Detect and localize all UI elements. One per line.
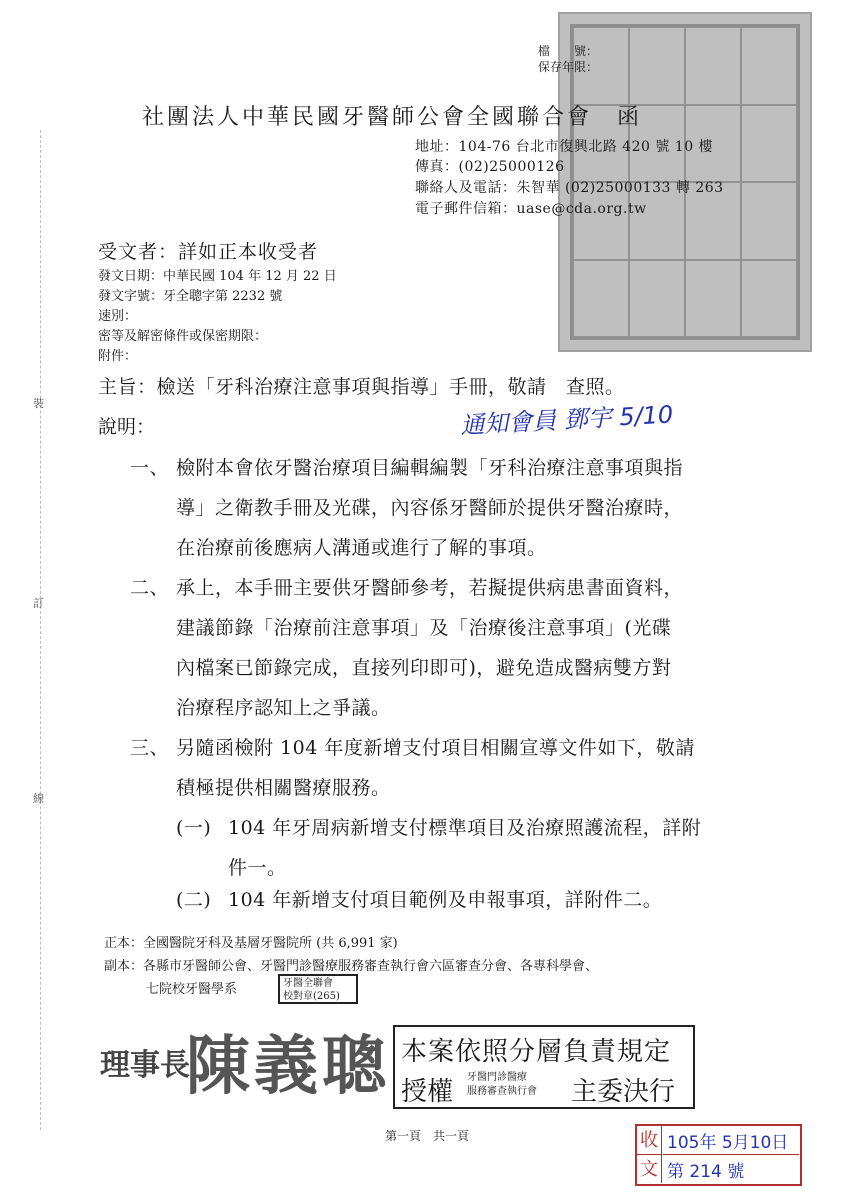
authorization-stamp [393, 1025, 695, 1109]
subitem-2-line-1: 104 年新增支付項目範例及申報事項，詳附件二。 [228, 889, 663, 911]
signature-name: 陳義聰 [186, 1029, 390, 1104]
proof-stamp-line-2: 校對章(265) [283, 991, 340, 1002]
authorization-line-2c: 主委決行 [571, 1077, 676, 1107]
binding-char-ding: 訂 [33, 597, 44, 610]
item-1-line-1: 檢附本會依牙醫治療項目編輯編製「牙科治療注意事項與指 [176, 457, 684, 479]
subitem-2-number: (二) [176, 889, 212, 911]
doc-number: 發文字號：牙全聰字第 2232 號 [98, 289, 283, 304]
subitem-1-line-1: 104 年牙周病新增支付標準項目及治療照護流程，詳附 [228, 817, 702, 839]
proof-stamp [278, 974, 358, 1004]
speed: 速別： [98, 309, 138, 324]
secrecy: 密等及解密條件或保密期限： [98, 329, 268, 344]
subitem-1-line-2: 件一。 [228, 857, 287, 879]
page-footer: 第一頁 共一頁 [385, 1129, 470, 1143]
contact: 聯絡人及電話：朱智華 (02)25000133 轉 263 [415, 180, 724, 196]
subitem-1-number: (一) [176, 817, 212, 839]
item-1-line-3: 在治療前後應病人溝通或進行了解的事項。 [176, 537, 547, 559]
copy-recipients-line-1: 副本：各縣市牙醫師公會、牙醫門診醫療服務審查執行會六區審查分會、各專科學會、 [104, 959, 599, 974]
retention-label: 保存年限： [538, 60, 599, 74]
receipt-date: 105年 5月10日 [667, 1133, 789, 1153]
item-1-number: 一、 [130, 457, 170, 479]
original-recipients: 正本：全國醫院牙科及基層牙醫院所 (共 6,991 家) [104, 936, 398, 951]
explanation-label: 說明： [98, 416, 156, 438]
org-title: 社團法人中華民國牙醫師公會全國聯合會 函 [142, 105, 643, 130]
item-3-line-1: 另隨函檢附 104 年度新增支付項目相關宣導文件如下，敬請 [176, 737, 695, 759]
item-1-line-2: 導」之衛教手冊及光碟，內容係牙醫師於提供牙醫治療時， [176, 497, 684, 519]
recipient: 受文者：詳如正本收受者 [98, 241, 319, 263]
receipt-label-2: 文 [637, 1155, 662, 1183]
authorization-line-1: 本案依照分層負責規定 [401, 1037, 672, 1067]
proof-stamp-line-1: 牙醫全聯會 [283, 978, 333, 989]
signature-title: 理事長 [100, 1048, 190, 1083]
receipt-label-1: 收 [637, 1126, 662, 1155]
file-no-label: 檔 號： [538, 44, 599, 58]
fax: 傳真：(02)25000126 [415, 159, 565, 175]
email: 電子郵件信箱：uase@cda.org.tw [415, 201, 647, 217]
issue-date: 發文日期：中華民國 104 年 12 月 22 日 [98, 269, 337, 284]
item-2-line-3: 內檔案已節錄完成，直接列印即可)，避免造成醫病雙方對 [176, 657, 672, 679]
binding-line [40, 130, 42, 1130]
authorization-line-2a: 授權 [401, 1077, 454, 1107]
item-2-line-4: 治療程序認知上之爭議。 [176, 697, 391, 719]
item-3-line-2: 積極提供相關醫療服務。 [176, 777, 391, 799]
authorization-line-2b-1: 牙醫門診醫療 [467, 1072, 527, 1083]
address: 地址：104-76 台北市復興北路 420 號 10 樓 [415, 139, 714, 155]
item-2-number: 二、 [130, 577, 170, 599]
receipt-number: 第 214 號 [667, 1162, 745, 1182]
binding-char-xian: 線 [33, 792, 44, 805]
attachment: 附件： [98, 349, 138, 364]
copy-recipients-line-2: 七院校牙醫學系 [146, 982, 238, 997]
receipt-stamp [635, 1124, 802, 1186]
authorization-line-2b-2: 服務審查執行會 [467, 1086, 537, 1097]
handwritten-note: 通知會員 鄧宇 5/10 [459, 400, 674, 440]
subject: 主旨：檢送「牙科治療注意事項與指導」手冊，敬請 查照。 [98, 376, 625, 398]
item-3-number: 三、 [130, 737, 170, 759]
binding-char-zhuang: 裝 [33, 397, 44, 410]
item-2-line-1: 承上，本手冊主要供牙醫師參考，若擬提供病患書面資料， [176, 577, 684, 599]
item-2-line-2: 建議節錄「治療前注意事項」及「治療後注意事項」(光碟 [176, 617, 672, 639]
